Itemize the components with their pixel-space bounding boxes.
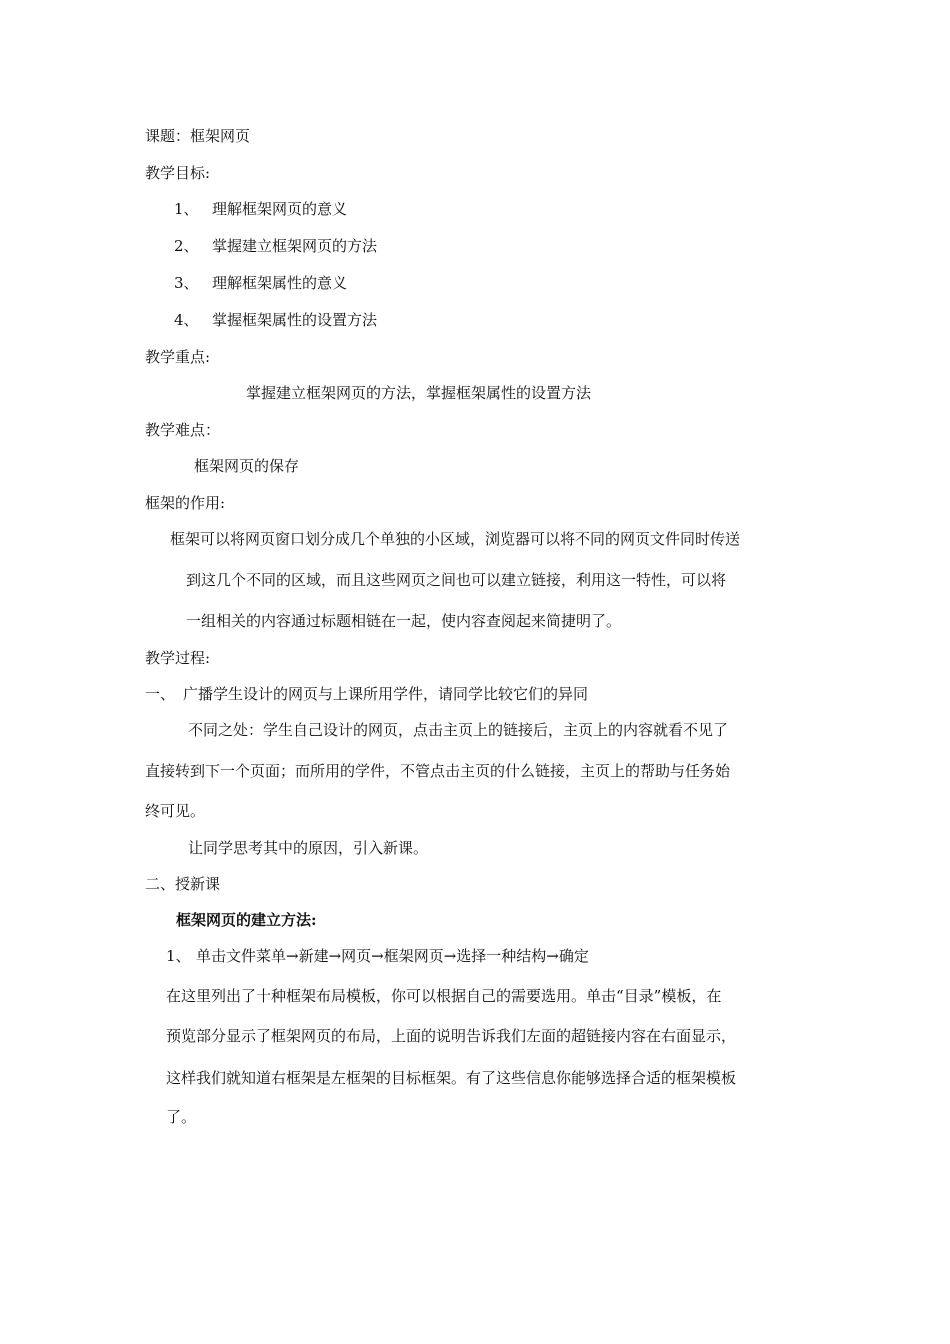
step-2-para-line-3: 这样我们就知道右框架是左框架的目标框架。有了这些信息你能够选择合适的框架模板 xyxy=(166,1069,737,1087)
step-2-para-line-4: 了。 xyxy=(166,1108,197,1126)
topic-line: 课题：框架网页 xyxy=(145,127,251,145)
item-text: 单击文件菜单→新建→网页→框架网页→选择一种结构→确定 xyxy=(196,947,589,965)
process-step-1 xyxy=(145,684,588,704)
objective-text: 掌握建立框架网页的方法 xyxy=(212,237,378,255)
key-points-heading: 教学重点: xyxy=(145,348,211,366)
frame-role-line-3: 一组相关的内容通过标题相链在一起，使内容查阅起来简捷明了。 xyxy=(186,612,622,630)
objective-item-4 xyxy=(174,310,377,330)
step-number: 一、 xyxy=(145,685,176,703)
frame-create-subheading: 框架网页的建立方法: xyxy=(176,911,317,929)
process-heading: 教学过程: xyxy=(145,649,211,667)
step-1-followup: 让同学思考其中的原因，引入新课。 xyxy=(188,839,429,857)
frame-role-line-1: 框架可以将网页窗口划分成几个单独的小区域，浏览器可以将不同的网页文件同时传送 xyxy=(170,530,741,548)
objective-number: 2、 xyxy=(174,237,199,255)
step-1-para-line-3: 终可见。 xyxy=(145,802,206,820)
step-2-para-line-1: 在这里列出了十种框架布局模板，你可以根据自己的需要选用。单击“目录”模板，在 xyxy=(166,987,722,1005)
objective-item-3 xyxy=(174,273,347,293)
objective-item-1 xyxy=(174,199,347,219)
frame-role-heading: 框架的作用: xyxy=(145,494,226,512)
objective-item-2 xyxy=(174,236,377,256)
difficulties-text: 框架网页的保存 xyxy=(194,457,300,475)
objective-number: 3、 xyxy=(174,274,199,292)
objective-text: 理解框架属性的意义 xyxy=(212,274,348,292)
step-1-para-line-2: 直接转到下一个页面；而所用的学件，不管点击主页的什么链接，主页上的帮助与任务始 xyxy=(145,762,731,780)
process-step-2-heading: 二、授新课 xyxy=(145,875,221,893)
step-text: 广播学生设计的网页与上课所用学件，请同学比较它们的异同 xyxy=(183,685,589,703)
key-points-text: 掌握建立框架网页的方法，掌握框架属性的设置方法 xyxy=(246,384,592,402)
objective-text: 理解框架网页的意义 xyxy=(212,200,348,218)
item-number: 1、 xyxy=(166,947,191,965)
objective-text: 掌握框架属性的设置方法 xyxy=(212,311,378,329)
objectives-heading: 教学目标: xyxy=(145,164,211,182)
frame-create-item-1 xyxy=(166,946,589,966)
step-1-para-line-1: 不同之处：学生自己设计的网页，点击主页上的链接后，主页上的内容就看不见了 xyxy=(188,721,729,739)
objective-number: 1、 xyxy=(174,200,199,218)
frame-role-line-2: 到这几个不同的区域，而且这些网页之间也可以建立链接，利用这一特性，可以将 xyxy=(186,571,727,589)
difficulties-heading: 教学难点： xyxy=(145,421,221,439)
objective-number: 4、 xyxy=(174,311,199,329)
step-2-para-line-2: 预览部分显示了框架网页的布局，上面的说明告诉我们左面的超链接内容在右面显示， xyxy=(166,1027,737,1045)
